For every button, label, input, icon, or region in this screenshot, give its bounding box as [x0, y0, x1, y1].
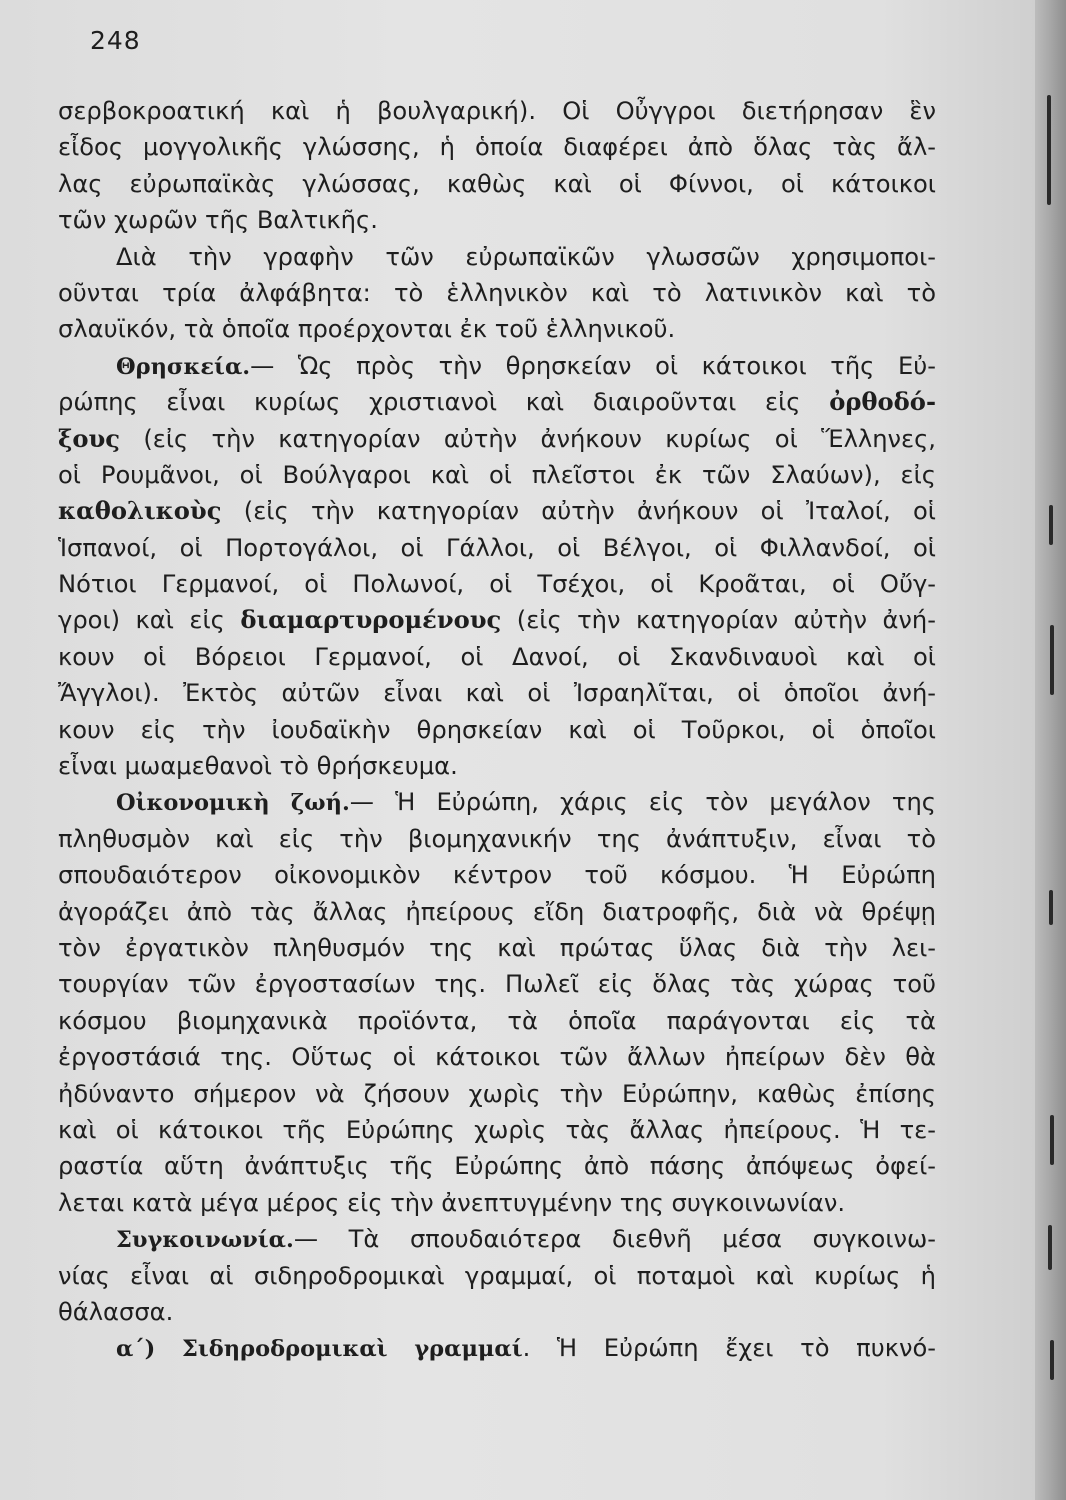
text-segment: (εἰς τὴν κατηγορίαν αὐτὴν ἀνήκουν κυρίως οἱ Ἕλληνες, — [119, 424, 936, 453]
text-line: Διὰ τὴν γραφὴν τῶν εὐρωπαϊκῶν γλωσσῶν χρησιμοποι- — [116, 242, 936, 271]
edge-ink-mark — [1048, 1225, 1052, 1270]
text-segment: . Ἡ Εὐρώπη ἔχει τὸ πυκνό- — [522, 1334, 936, 1363]
edge-ink-mark — [1050, 1340, 1054, 1380]
edge-ink-mark — [1050, 1115, 1054, 1165]
text-segment: — Τὰ σπουδαιότερα διεθνῆ μέσα συγκοινω- — [293, 1225, 936, 1254]
emphasis-orthodoxous: ὀρθοδό- — [829, 387, 936, 417]
text-line: τουργίαν τῶν ἐργοστασίων της. Πωλεῖ εἰς ὅλας τὰς χώρας τοῦ — [58, 970, 936, 999]
section-heading-threskeia: Θρησκεία. — [116, 353, 251, 380]
text-segment: — Ὡς πρὸς τὴν θρησκείαν οἱ κάτοικοι τῆς Εὐ- — [250, 351, 936, 380]
text-line: τὸν ἐργατικὸν πληθυσμόν της καὶ πρώτας ὕλας διὰ τὴν λει- — [58, 933, 936, 962]
text-line — [58, 1330, 936, 1366]
text-line: εἶναι μωαμεθανοὶ τὸ θρήσκευμα. — [58, 752, 458, 781]
text-line: κουν εἰς τὴν ἰουδαϊκὴν θρησκείαν καὶ οἱ Τοῦρκοι, οἱ ὁποῖοι — [58, 715, 936, 744]
text-line: οῦνται τρία ἀλφάβητα: τὸ ἑλληνικὸν καὶ τὸ λατινικὸν καὶ τὸ — [58, 278, 936, 307]
page-text — [58, 93, 936, 1367]
edge-ink-mark — [1050, 625, 1054, 695]
text-line — [58, 1221, 936, 1257]
edge-ink-mark — [1049, 890, 1053, 925]
text-line: ραστία αὕτη ἀνάπτυξις τῆς Εὐρώπης ἀπὸ πάσης ἀπόψεως ὀφεί- — [58, 1152, 936, 1181]
section-heading-sygkoinonia: Συγκοινωνία. — [116, 1227, 294, 1254]
text-line — [58, 784, 936, 820]
text-line: λας εὐρωπαϊκὰς γλώσσας, καθὼς καὶ οἱ Φίννοι, οἱ κάτοικοι — [58, 169, 936, 198]
text-line: τῶν χωρῶν τῆς Βαλτικῆς. — [58, 206, 378, 235]
text-segment: (εἰς τὴν κατηγορίαν αὐτὴν ἀνήκουν οἱ Ἰταλοί, οἱ — [221, 497, 936, 526]
emphasis-orthodoxous-cont: ξους — [58, 423, 120, 453]
text-line: ἐργοστάσιά της. Οὕτως οἱ κάτοικοι τῶν ἄλλων ἠπείρων δὲν θὰ — [58, 1043, 936, 1072]
text-line: καὶ οἱ κάτοικοι τῆς Εὐρώπης χωρὶς τὰς ἄλλας ἠπείρους. Ἡ τε- — [58, 1115, 936, 1144]
text-line: πληθυσμὸν καὶ εἰς τὴν βιομηχανικήν της ἀνάπτυξιν, εἶναι τὸ — [58, 824, 936, 853]
text-line: λεται κατὰ μέγα μέρος εἰς τὴν ἀνεπτυγμένην της συγκοινωνίαν. — [58, 1188, 846, 1217]
text-line: σπουδαιότερον οἰκονομικὸν κέντρον τοῦ κόσμου. Ἡ Εὐρώπη — [58, 861, 936, 890]
text-segment: (εἰς τὴν κατηγορίαν αὐτὴν ἀνή- — [501, 606, 936, 635]
text-segment: γροι) καὶ εἰς — [58, 606, 225, 635]
page-number: 248 — [90, 26, 141, 55]
subsection-heading-sidirodromikai: α΄) Σιδηροδρομικαὶ γραμμαί — [116, 1336, 523, 1363]
facing-page-edge — [1035, 0, 1066, 1500]
text-line: νίας εἶναι αἱ σιδηροδρομικαὶ γραμμαί, οἱ ποταμοὶ καὶ κυρίως ἡ — [58, 1261, 936, 1290]
text-segment: ρώπης εἶναι κυρίως χριστιανοὶ καὶ διαιροῦνται εἰς — [58, 388, 801, 417]
text-line: Ἱσπανοί, οἱ Πορτογάλοι, οἱ Γάλλοι, οἱ Βέλγοι, οἱ Φιλλανδοί, οἱ — [58, 533, 936, 562]
text-line — [58, 348, 936, 384]
text-line: σλαυϊκόν, τὰ ὁποῖα προέρχονται ἐκ τοῦ ἑλληνικοῦ. — [58, 315, 676, 344]
text-line: κόσμου βιομηχανικὰ προϊόντα, τὰ ὁποῖα παράγονται εἰς τὰ — [58, 1006, 936, 1035]
text-line: ἠδύναντο σήμερον νὰ ζήσουν χωρὶς τὴν Εὐρώπην, καθὼς ἐπίσης — [58, 1079, 936, 1108]
text-segment: — Ἡ Εὐρώπη, χάρις εἰς τὸν μεγάλον της — [349, 788, 936, 817]
text-line — [58, 421, 936, 457]
text-line: Ἄγγλοι). Ἐκτὸς αὐτῶν εἶναι καὶ οἱ Ἰσραηλῖται, οἱ ὁποῖοι ἀνή- — [58, 679, 936, 708]
edge-ink-mark — [1047, 95, 1051, 205]
text-line: θάλασσα. — [58, 1297, 174, 1326]
emphasis-diamartyromenous: διαμαρτυρομένους — [240, 605, 502, 635]
text-line: κουν οἱ Βόρειοι Γερμανοί, οἱ Δανοί, οἱ Σκανδιναυοὶ καὶ οἱ — [58, 642, 936, 671]
text-line: εἶδος μογγολικῆς γλώσσης, ἡ ὁποία διαφέρει ἀπὸ ὅλας τὰς ἄλ- — [58, 133, 936, 162]
emphasis-katholikous: καθολικοὺς — [58, 496, 222, 526]
text-line: οἱ Ρουμᾶνοι, οἱ Βούλγαροι καὶ οἱ πλεῖστοι ἐκ τῶν Σλαύων), εἰς — [58, 460, 936, 489]
text-line — [58, 602, 936, 638]
text-line — [58, 493, 936, 529]
text-line: Νότιοι Γερμανοί, οἱ Πολωνοί, οἱ Τσέχοι, οἱ Κροᾶται, οἱ Οὔγ- — [58, 570, 936, 599]
section-heading-oikonomiki-zoi: Οἰκονομικὴ ζωή. — [116, 790, 350, 817]
text-line: ἀγοράζει ἀπὸ τὰς ἄλλας ἠπείρους εἴδη διατροφῆς, διὰ νὰ θρέψῃ — [58, 897, 936, 926]
edge-ink-mark — [1049, 505, 1053, 545]
text-line: σερβοκροατική καὶ ἡ βουλγαρική). Οἱ Οὖγγροι διετήρησαν ἓν — [58, 97, 936, 125]
text-line — [58, 384, 936, 420]
